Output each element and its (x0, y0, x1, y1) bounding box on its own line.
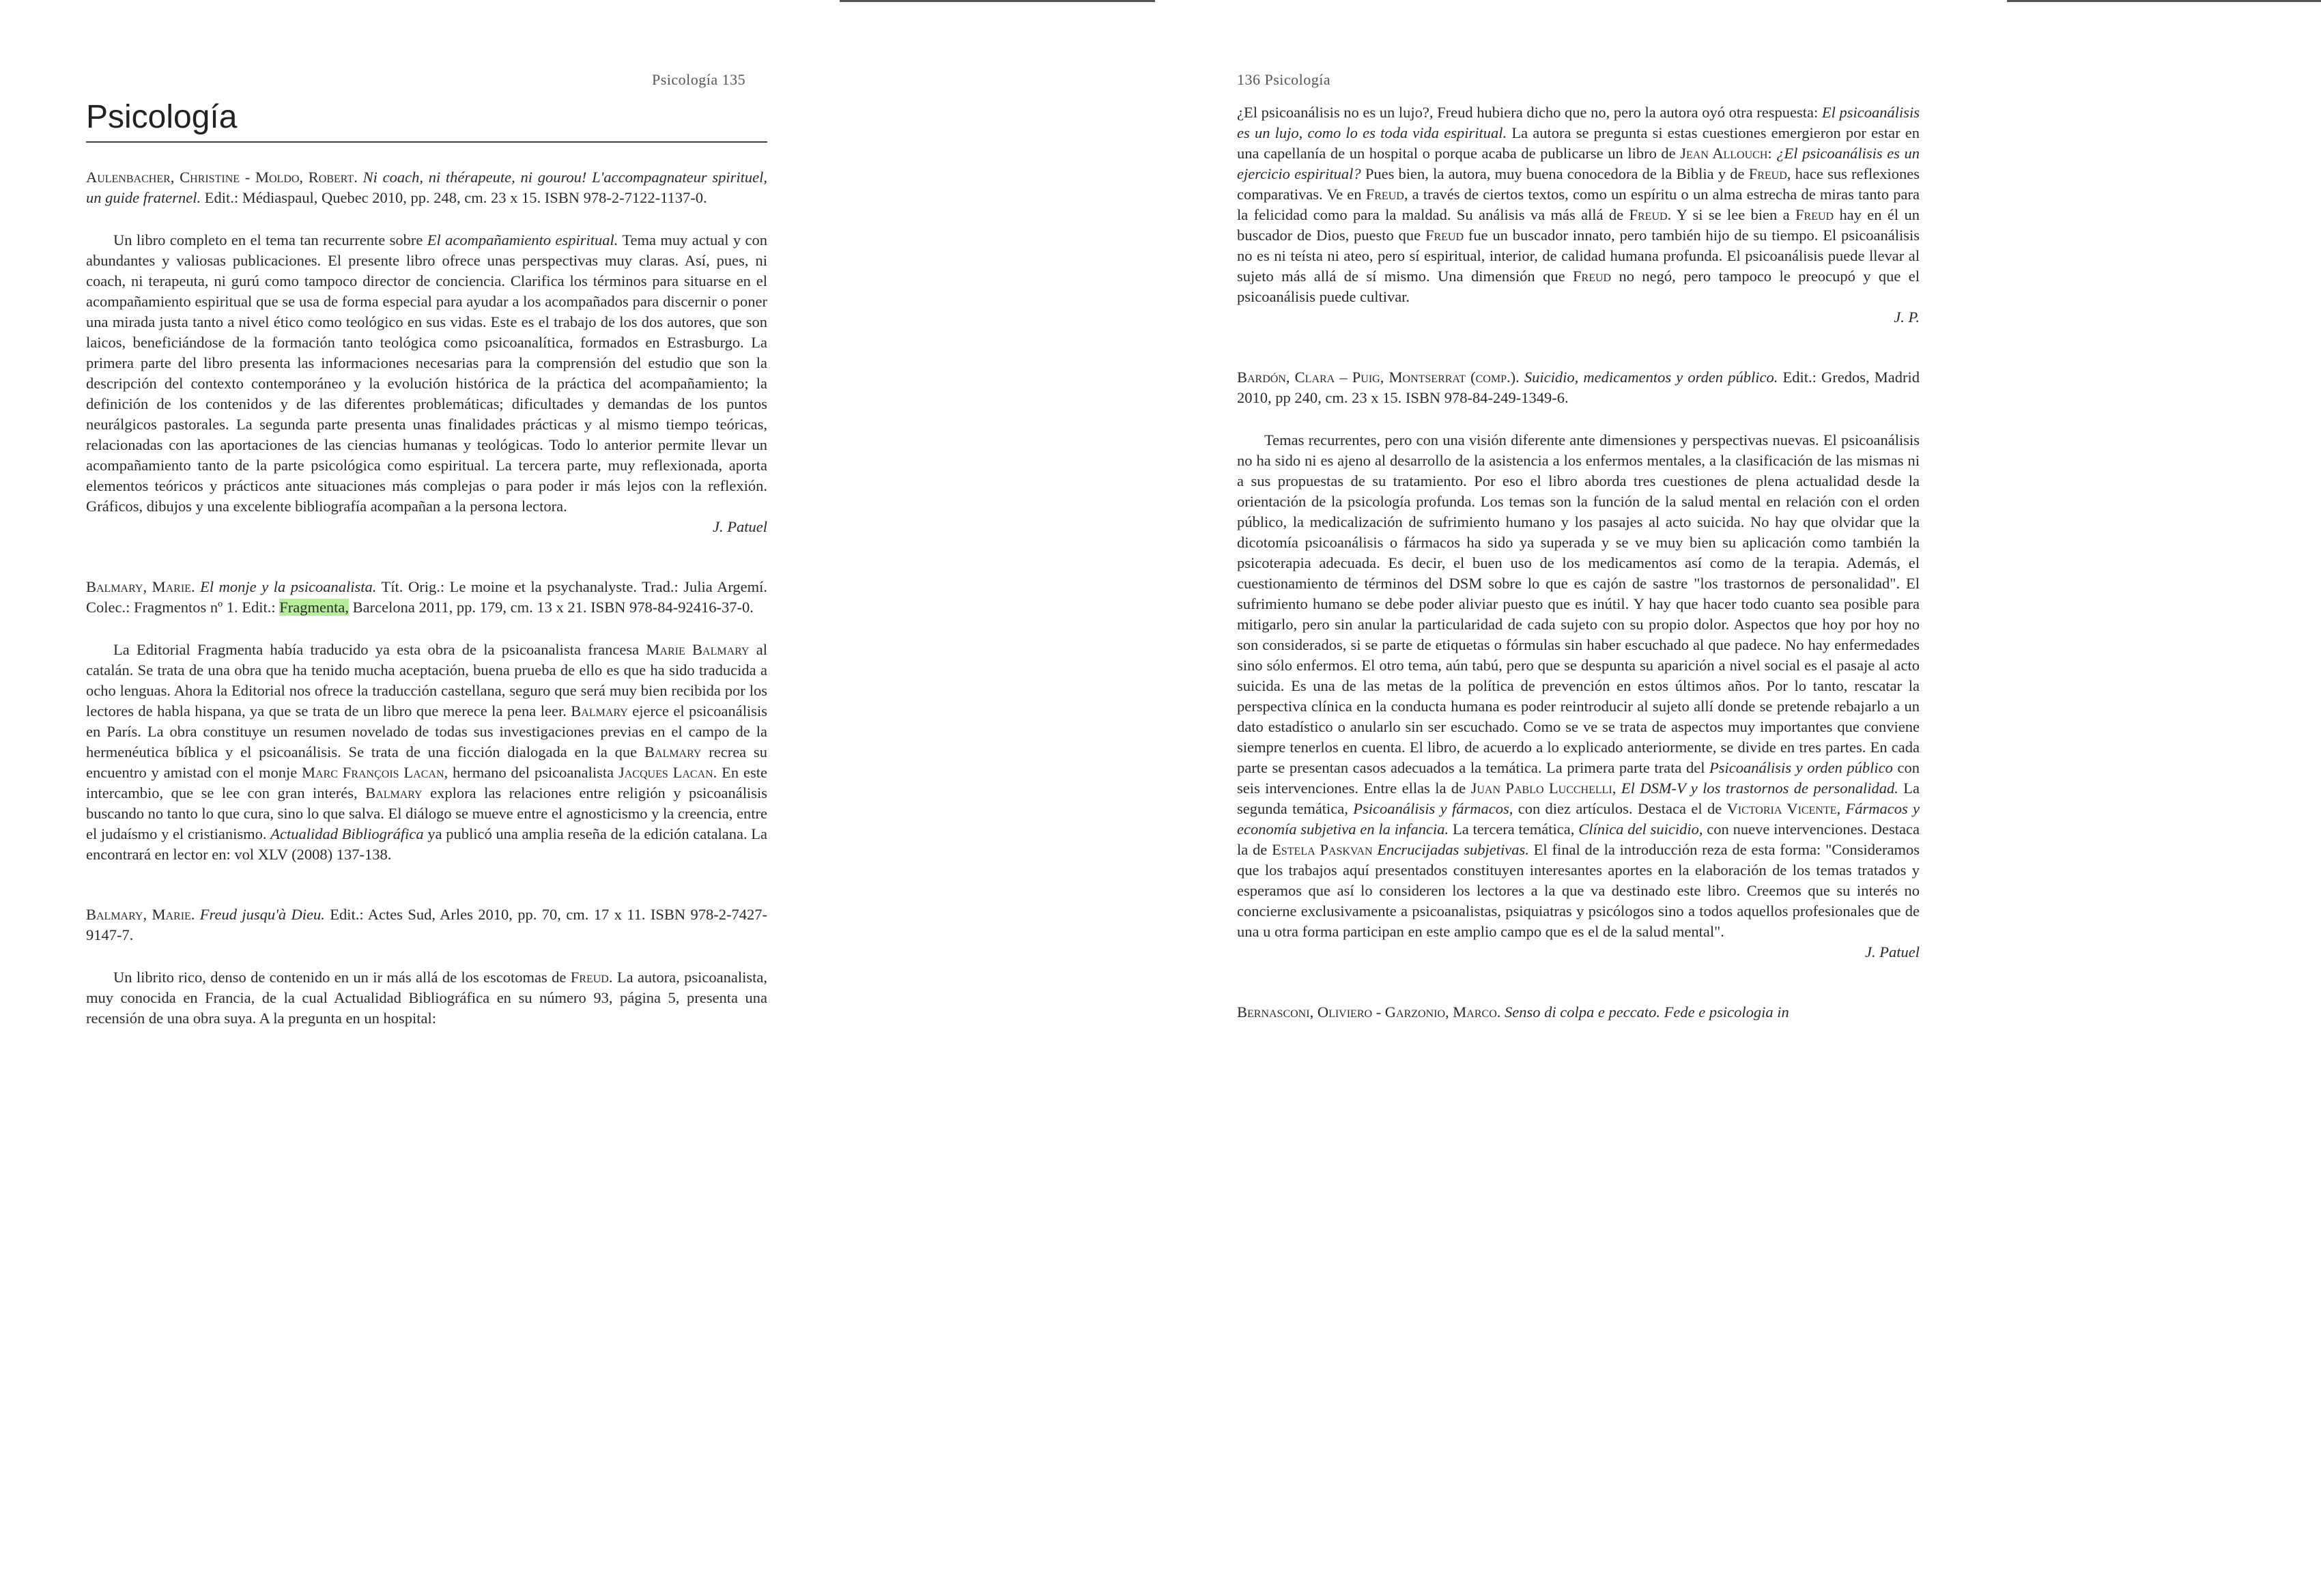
citation-title: Senso di colpa e peccato. Fede e psicologia in (1505, 1003, 1789, 1021)
review-body (1237, 430, 1920, 942)
body-text: con nueve intervenciones. Destaca la de (1237, 821, 1920, 858)
review-citation (86, 577, 767, 618)
citation-authors: Bardón, Clara – Puig, Montserrat (comp.). (1237, 369, 1520, 386)
body-text: ejerce el psicoanálisis en París. La obra constituye un resumen novelado de todas sus investigaciones previas en el campo de la hermenéutica bíblica y el psicoanálisis. Se trata de una ficción dialogada en la que (86, 702, 768, 760)
person-name: Freud (1573, 268, 1612, 285)
body-text: con diez artículos. Destaca el de (1518, 800, 1722, 817)
body-text: La segunda temática, (1237, 780, 1920, 817)
person-name: Balmary (571, 702, 628, 719)
person-name: Jacques Lacan. (618, 764, 717, 781)
body-italic: El DSM-V y los trastornos de personalidad. (1621, 780, 1898, 797)
review-signature: J. Patuel (713, 518, 767, 535)
review-citation (86, 904, 767, 945)
right-column (1237, 102, 1920, 1023)
body-text: En este intercambio, que se lee con gran interés, (86, 764, 768, 801)
review-citation (86, 167, 767, 208)
body-text: Tema muy actual y con abundantes y valiosas publicaciones. El presente libro ofrece unas perspectivas muy claras. Así, pues, ni coach, ni terapeuta, ni gurú como tampoco director de conciencia. Clarifica los términos para situarse en el acompañamiento espiritual que se usa de forma especial para ayudar a los acompañados para discernir o poner una mirada justa tanto a nivel ético como teológico en sus vidas. Este es el trabajo de los dos autores, que son laicos, beneficiándose de la formación tanto teológica como psicoanalítica, formados en Estrasburgo. La primera parte del libro presenta las informaciones necesarias para la comprensión del estudio que son la descripción del contexto contemporáneo y la evolución histórica de la práctica del acompañamiento; la definición de los contenidos y de las diferentes problemáticas; dificultades y demandas de los puntos neurálgicos pastorales. La segunda parte presenta unas finalidades prácticas y al mismo tiempo teóricas, relacionadas con las aportaciones de las ciencias humanas y teológicas. Todo lo anterior permite llevar un acompañamiento tanto de la parte psicológica como espiritual. La tercera parte, muy reflexionada, aporta elementos teóricos y prácticos ante situaciones más complejas o para poder ir más lejos con la reflexión. Gráficos, dibujos y una excelente bibliografía acompañan a la persona lectora. (86, 231, 767, 515)
body-text: Temas recurrentes, pero con una visión diferente ante dimensiones y perspectivas nuevas. El psicoanálisis no ha sido ni es ajeno al desarrollo de la asistencia a los enfermos mentales, a la clasificación de las mismas ni a sus propuestas de su tratamiento. Por eso el libro aborda tres cuestiones de plena actualidad desde la orientación de la psicología profunda. Los temas son la función de la salud mental en relación con el orden público, la medicalización de sufrimiento humano y los pasajes al acto suicida. No hay que olvidar que la dicotomía psicoanálisis o fármacos ha sido ya superada y se ve muy bien su aplicación como también la psicoterapia adecuada. Es decir, el buen uso de los medicamentos así como de la terapia. Además, el cuestionamiento de términos del DSM sobre lo que es cajón de sastre "los trastornos de personalidad". El sufrimiento humano se debe poder aliviar puesto que es inútil. Y hay que hacer todo cuanto sea posible para mitigarlo, pero sin anular la particularidad de cada sujeto con su propio dolor. Aspectos que hoy por hoy no son considerados, si se parte de etiquetas o fórmulas sin haber escuchado al que padece. No hay enfermedades sino sólo enfermos. El otro tema, aún tabú, pero que se despunta su aparición a nivel social es el pasaje al acto suicida. Es una de las metas de la política de prevención en estos últimos años. Por lo tanto, rescatar la perspectiva clínica en la conducta humana es poder reintroducir al sujeto allí donde se pretende rebajarlo a un dato estadístico o anularlo sin ser escuchado. Como se ve se trata de aspectos muy importantes que conviene siempre tenerlos en cuenta. El libro, de acuerdo a lo explicado anteriormente, se divide en tres partes. En cada parte se presentan casos adecuados a la temática. La primera parte trata del (1237, 431, 1920, 776)
running-head-left: Psicología 135 (652, 71, 746, 88)
body-text: hay en él un buscador de Dios, puesto que (1237, 206, 1920, 244)
body-text: Pues bien, la autora, muy buena conocedora de la Biblia y de (1365, 165, 1745, 182)
body-text: explora las relaciones entre religión y psicoanálisis buscando no tanto lo que cura, sino lo que salva. El diálogo se mueve entre el agnosticismo y la creencia, entre el judaísmo y el cristianismo. (86, 784, 768, 842)
body-text: con seis intervenciones. Entre ellas la de (1237, 759, 1920, 797)
person-name: Victoria Vicente, (1726, 800, 1841, 817)
body-text: ¿El psicoanálisis no es un lujo?, Freud hubiera dicho que no, pero la autora oyó otra respuesta: (1237, 104, 1819, 121)
body-text: al catalán. Se trata de una obra que ha tenido mucha aceptación, buena prueba de ello es que ha sido traducida a ocho lenguas. Ahora la Editorial nos ofrece la traducción castellana, seguro que será muy bien recibida por los lectores de habla hispana, ya que se trata de un libro que merece la pena leer. (86, 641, 768, 719)
citation-pubinfo: Edit.: Actes Sud, Arles 2010, pp. 70, cm. 17 x 11. ISBN 978-2-7427-9147-7. (86, 906, 768, 943)
citation-pubinfo: Tít. Orig.: Le moine et la psychanalyste. Trad.: Julia Argemí. Colec.: Fragmentos nº 1. Edit.: (86, 578, 768, 616)
body-italic: Fármacos y economía subjetiva en la infancia. (1237, 800, 1920, 838)
review-citation (1237, 1002, 1920, 1023)
person-name: Freud. (1629, 206, 1672, 223)
body-text: La autora, psicoanalista, muy conocida en Francia, de la cual Actualidad Bibliográfica en su número 93, página 5, presenta una recensión de una obra suya. A la pregunta en un hospital: (86, 969, 767, 1027)
review-citation (1237, 367, 1920, 408)
body-italic: El psicoanálisis es un lujo, como lo es toda vida espiritual. (1237, 104, 1920, 141)
body-italic: ¿El psicoanálisis es un ejercicio espiritual? (1237, 145, 1920, 182)
body-text: fue un buscador innato, pero también hijo de su tiempo. El psicoanálisis no es ni teísta ni ateo, pero sí espiritual, interior, de calidad humana profunda. El psicoanálisis puede llevar al sujeto más allá de sí mismo. Una dimensión que (1237, 227, 1920, 285)
citation-title: El monje y la psicoanalista. (200, 578, 377, 595)
citation-authors: Bernasconi, Oliviero - Garzonio, Marco. (1237, 1003, 1501, 1021)
body-italic: Psicoanálisis y fármacos, (1353, 800, 1513, 817)
journal-name: Actualidad Bibliográfica (270, 825, 424, 842)
review-body (86, 967, 767, 1029)
body-text: no negó, pero tampoco le preocupó y que el psicoanálisis puede cultivar. (1237, 268, 1920, 305)
body-text: ya publicó una amplia reseña de la edición catalana. La encontrará en lector en: vol XLV (2008) 137-138. (86, 825, 768, 863)
citation-title: Suicidio, medicamentos y orden público. (1524, 369, 1778, 386)
review-signature: J. Patuel (1865, 943, 1920, 960)
citation-pubinfo: Edit.: Médiaspaul, Quebec 2010, pp. 248, cm. 23 x 15. ISBN 978-2-7122-1137-0. (204, 189, 707, 206)
citation-title: Ni coach, ni thérapeute, ni gourou! L'accompagnateur spirituel, un guide fraternel. (86, 169, 768, 206)
body-text: Y si se lee bien a (1676, 206, 1790, 223)
body-text: El final de la introducción reza de esta forma: "Consideramos que los trabajos aquí presentados constituyen interesantes aportes en la elaboración de los temas tratados y esperamos que así lo consideren los lectores a la que va destinado este libro. Creemos que su interés no concierne exclusivamente a psicoanalistas, psiquiatras y psicólogos sino a todos aquellos profesionales que de una u otra forma participan en este amplio campo que es el de la salud mental". (1237, 841, 1920, 940)
citation-pubinfo: Barcelona 2011, pp. 179, cm. 13 x 21. ISBN 978-84-92416-37-0. (352, 599, 754, 616)
body-text: La Editorial Fragmenta había traducido ya esta obra de la psicoanalista francesa (113, 641, 640, 658)
person-name: Freud (1425, 227, 1464, 244)
review-body (86, 640, 767, 865)
left-column (86, 167, 767, 1029)
review-body (86, 230, 767, 517)
person-name: Estela Paskvan (1272, 841, 1373, 858)
person-name: Juan Pablo Lucchelli, (1470, 780, 1617, 797)
body-text: a través de ciertos textos, como un espíritu o un alma estrecha de miras tanto para la felicidad como para la maldad. Su análisis va más allá de (1237, 186, 1920, 223)
review-body-continued (1237, 102, 1920, 307)
running-head-right: 136 Psicología (1237, 71, 1331, 88)
person-name: Freud (1795, 206, 1834, 223)
person-name: Freud. (570, 969, 613, 986)
citation-title: Freud jusqu'à Dieu. (199, 906, 325, 923)
person-name: Balmary (644, 743, 702, 760)
body-text: hermano del psicoanalista (452, 764, 614, 781)
citation-authors: Aulenbacher, Christine - Moldo, Robert. (86, 169, 358, 186)
highlighted-publisher: Fragmenta, (279, 599, 350, 616)
body-text: Un librito rico, denso de contenido en un ir más allá de los escotomas de (113, 969, 567, 986)
body-text: Un libro completo en el tema tan recurrente sobre (113, 231, 423, 248)
body-text: La autora se pregunta si estas cuestiones emergieron por estar en una capellanía de un hospital o porque acaba de publicarse un libro de (1237, 124, 1920, 162)
body-text: recrea su encuentro y amistad con el monje (86, 743, 767, 781)
section-title: Psicología (86, 98, 767, 143)
person-name: Marc François Lacan, (302, 764, 448, 781)
body-italic: Clínica del suicidio, (1578, 821, 1703, 838)
body-italic: Encrucijadas subjetivas. (1377, 841, 1529, 858)
review-signature: J. P. (1894, 309, 1920, 326)
right-page (1160, 0, 2321, 1596)
person-name: Marie Balmary (646, 641, 750, 658)
left-page (0, 0, 1160, 1596)
person-name: Balmary (365, 784, 423, 801)
citation-authors: Balmary, Marie. (86, 906, 195, 923)
person-name: Jean Allouch: (1680, 145, 1772, 162)
citation-pubinfo: Edit.: Gredos, Madrid 2010, pp 240, cm. 23 x 15. ISBN 978-84-249-1349-6. (1237, 369, 1920, 406)
citation-authors: Balmary, Marie. (86, 578, 195, 595)
person-name: Freud, (1748, 165, 1791, 182)
body-italic: Psicoanálisis y orden público (1709, 759, 1893, 776)
body-italic: El acompañamiento espiritual. (427, 231, 618, 248)
person-name: Freud, (1365, 186, 1408, 203)
body-text: La tercera temática, (1452, 821, 1575, 838)
body-text: hace sus reflexiones comparativas. Ve en (1237, 165, 1920, 203)
